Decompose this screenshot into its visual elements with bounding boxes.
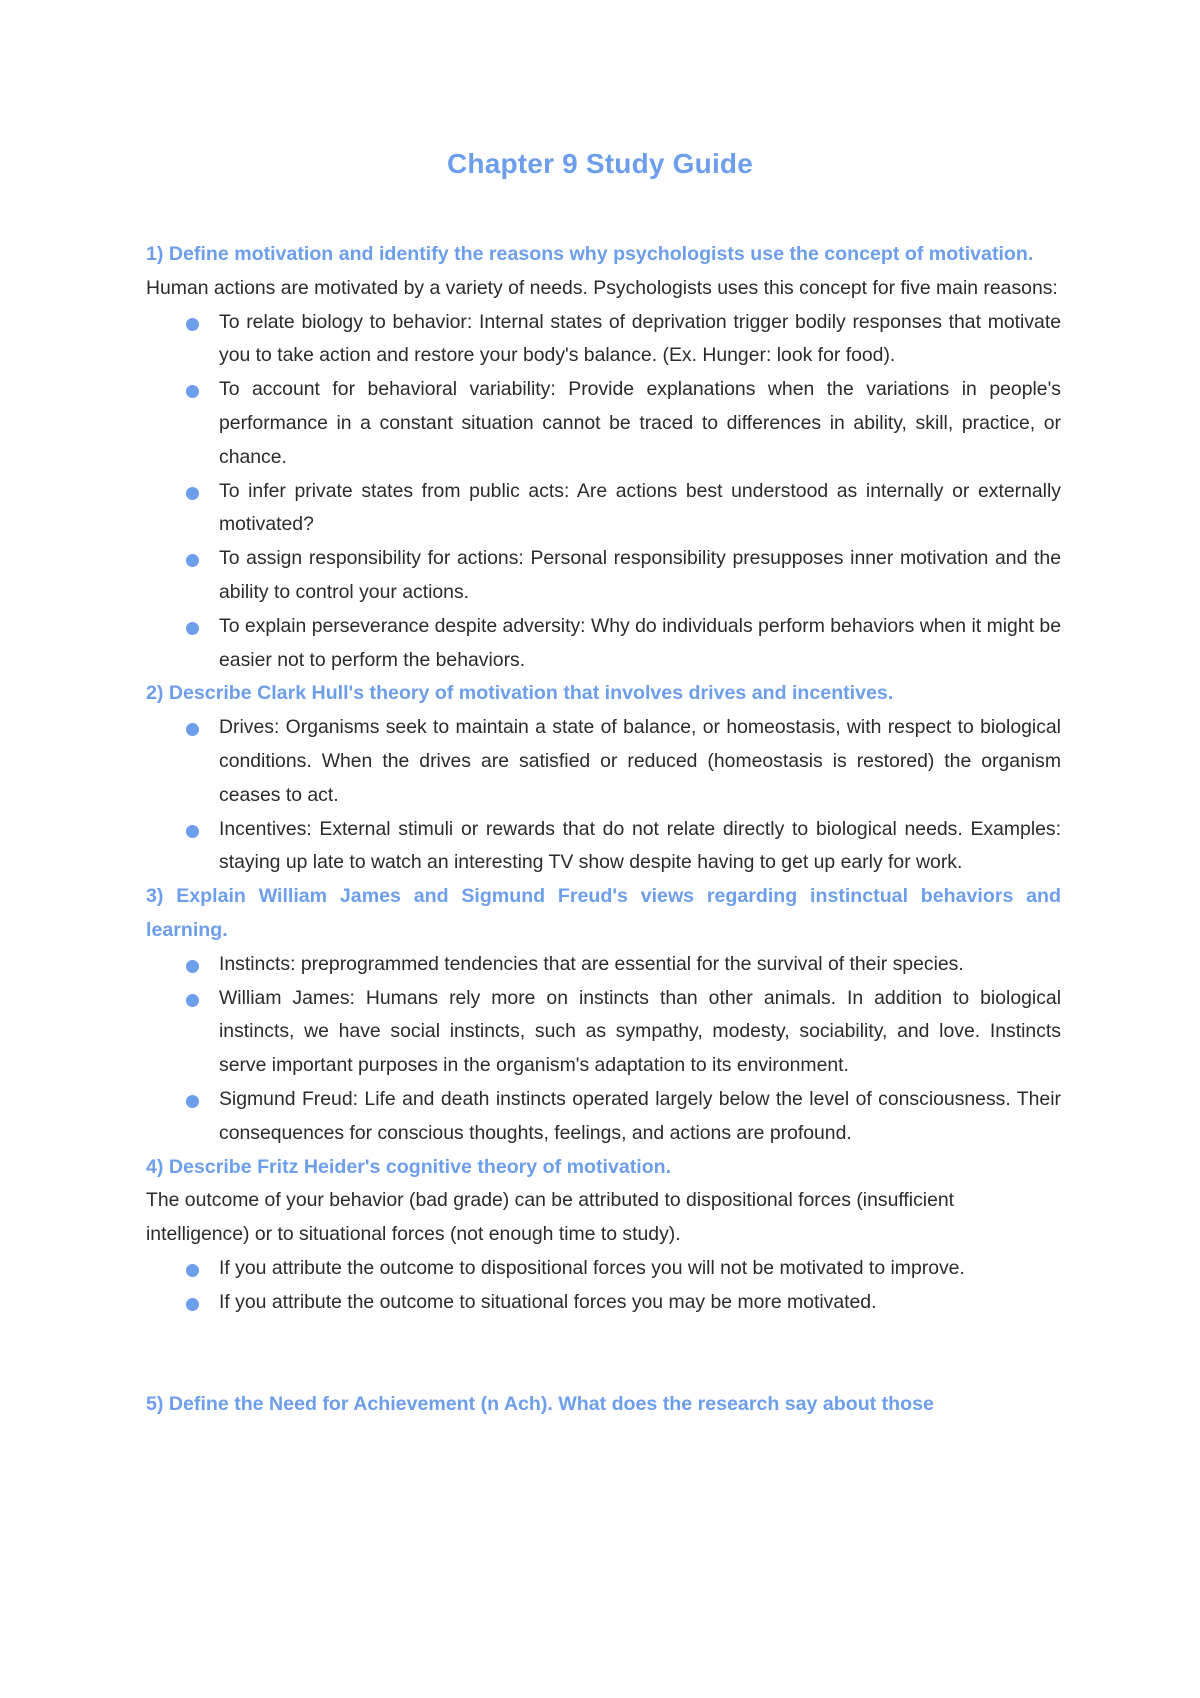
spacer [146, 1320, 1061, 1388]
bullet-list-4 [146, 1252, 1061, 1320]
list-item: If you attribute the outcome to dispositional forces you will not be motivated to improve. [146, 1252, 1061, 1286]
bullet-icon [186, 1095, 199, 1108]
bullet-list-3 [146, 948, 1061, 1151]
list-item: To assign responsibility for actions: Personal responsibility presupposes inner motivation and the ability to control your actions. [146, 542, 1061, 610]
list-item: Instincts: preprogrammed tendencies that are essential for the survival of their species. [146, 948, 1061, 982]
bullet-icon [186, 622, 199, 635]
page-title: Chapter 9 Study Guide [446, 148, 754, 179]
question-intro-4: The outcome of your behavior (bad grade) can be attributed to dispositional forces (insufficient intelligence) or to situational forces (not enough time to study). [146, 1189, 955, 1246]
question-intro-1: Human actions are motivated by a variety of needs. Psychologists uses this concept for five main reasons: [146, 276, 1058, 299]
list-item: To account for behavioral variability: Provide explanations when the variations in people's performance in a constant situation cannot be traced to differences in ability, skill, practice, or chance. [146, 373, 1061, 474]
list-item: To explain perseverance despite adversity: Why do individuals perform behaviors when it might be easier not to perform the behaviors. [146, 610, 1061, 678]
question-heading-4: 4) Describe Fritz Heider's cognitive theory of motivation. [146, 1155, 672, 1178]
list-item: Drives: Organisms seek to maintain a state of balance, or homeostasis, with respect to biological conditions. When the drives are satisfied or reduced (homeostasis is restored) the organism ceases to act. [146, 711, 1061, 812]
bullet-icon [186, 723, 199, 736]
bullet-icon [186, 1264, 199, 1277]
bullet-icon [186, 1298, 199, 1311]
bullet-list-1 [146, 306, 1061, 678]
list-item: Incentives: External stimuli or rewards that do not relate directly to biological needs. Examples: staying up late to watch an interesting TV show despite having to get up early for work. [146, 813, 1061, 881]
bullet-icon [186, 825, 199, 838]
bullet-icon [186, 318, 199, 331]
bullet-icon [186, 554, 199, 567]
list-item: To relate biology to behavior: Internal states of deprivation trigger bodily responses that motivate you to take action and restore your body's balance. (Ex. Hunger: look for food). [146, 306, 1061, 374]
question-heading-1: 1) Define motivation and identify the reasons why psychologists use the concept of motivation. [146, 243, 1034, 265]
bullet-icon [186, 487, 199, 500]
bullet-icon [186, 960, 199, 973]
list-item: To infer private states from public acts: Are actions best understood as internally or externally motivated? [146, 475, 1061, 543]
bullet-icon [186, 385, 199, 398]
bullet-list-2 [146, 711, 1061, 880]
list-item: William James: Humans rely more on instincts than other animals. In addition to biological instincts, we have social instincts, such as sympathy, modesty, sociability, and love. Instincts serve important purposes in the organism's adaptation to its environment. [146, 982, 1061, 1083]
list-item: If you attribute the outcome to situational forces you may be more motivated. [146, 1286, 1061, 1320]
question-heading-3: 3) Explain William James and Sigmund Freud's views regarding instinctual behaviors and learning. [146, 885, 1061, 941]
bullet-icon [186, 994, 199, 1007]
list-item: Sigmund Freud: Life and death instincts operated largely below the level of consciousness. Their consequences for conscious thoughts, feelings, and actions are profound. [146, 1083, 1061, 1151]
question-heading-2: 2) Describe Clark Hull's theory of motivation that involves drives and incentives. [146, 682, 894, 705]
document-body [146, 238, 1061, 1421]
question-heading-5: 5) Define the Need for Achievement (n Ach). What does the research say about those [146, 1392, 934, 1415]
